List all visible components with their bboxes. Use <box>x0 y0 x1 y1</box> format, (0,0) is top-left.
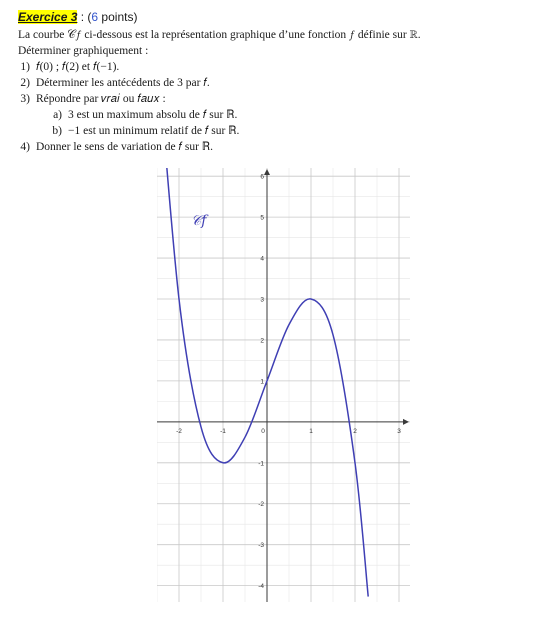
question-number: 1) <box>20 61 30 73</box>
question-1 <box>0 60 119 74</box>
y-tick-labels <box>258 174 264 590</box>
question-number: b) <box>52 125 62 137</box>
exercise-title: Exercice 3 <box>18 10 78 24</box>
question-number: a) <box>53 109 62 121</box>
x-tick-labels <box>176 428 401 435</box>
question-text: −1 est un minimum relatif de 𝑓 sur ℝ. <box>68 125 240 137</box>
x-tick-label: 0 <box>261 427 265 435</box>
question-text: Déterminer les antécédents de 3 par 𝑓. <box>36 77 210 89</box>
y-axis-arrow <box>264 169 270 175</box>
question-text: Répondre par 𝑣𝑟𝑎𝑖 ou 𝑓𝑎𝑢𝑥 : <box>36 93 166 105</box>
exercise-header <box>18 10 137 25</box>
y-tick-label: -1 <box>258 460 264 468</box>
question-3b <box>0 124 239 138</box>
y-tick-label: -4 <box>258 583 264 591</box>
question-text: Donner le sens de variation de 𝑓 sur ℝ. <box>36 141 213 153</box>
curve-label: 𝒞𝑓 <box>191 213 207 229</box>
instruction-text: Déterminer graphiquement : <box>18 45 149 57</box>
y-tick-label: 3 <box>260 296 264 304</box>
y-tick-label: 2 <box>260 337 264 345</box>
y-tick-label: 4 <box>260 255 264 263</box>
question-3a <box>0 108 237 122</box>
x-tick-label: 1 <box>309 427 313 435</box>
y-tick-label: 6 <box>260 173 264 181</box>
x-tick-label: 3 <box>397 427 401 435</box>
title-separator: : <box>77 10 88 24</box>
y-tick-label: 5 <box>260 214 264 222</box>
question-number: 3) <box>20 93 30 105</box>
function-graph <box>157 168 410 602</box>
axes <box>157 169 409 602</box>
question-2 <box>0 76 210 90</box>
y-tick-label: -2 <box>258 501 264 509</box>
x-tick-label: -2 <box>176 427 182 435</box>
x-tick-label: -1 <box>220 427 226 435</box>
x-tick-label: 2 <box>353 427 357 435</box>
grid-minor <box>157 168 410 602</box>
grid-major <box>157 168 410 602</box>
question-text: 𝑓(0) ; 𝑓(2) et 𝑓(−1). <box>36 61 120 73</box>
question-number: 2) <box>20 77 30 89</box>
question-text: 3 est un maximum absolu de 𝑓 sur ℝ. <box>68 109 238 121</box>
y-tick-label: 1 <box>260 378 264 386</box>
intro-text: La courbe 𝒞𝑓 ci-dessous est la représentation graphique d’une fonction 𝑓 définie sur ℝ. <box>18 29 421 41</box>
y-tick-label: -3 <box>258 542 264 550</box>
x-axis-arrow <box>403 419 409 425</box>
question-number: 4) <box>20 141 30 153</box>
question-4 <box>0 140 213 154</box>
points-label: (6 points) <box>87 10 138 24</box>
question-3 <box>0 92 166 106</box>
